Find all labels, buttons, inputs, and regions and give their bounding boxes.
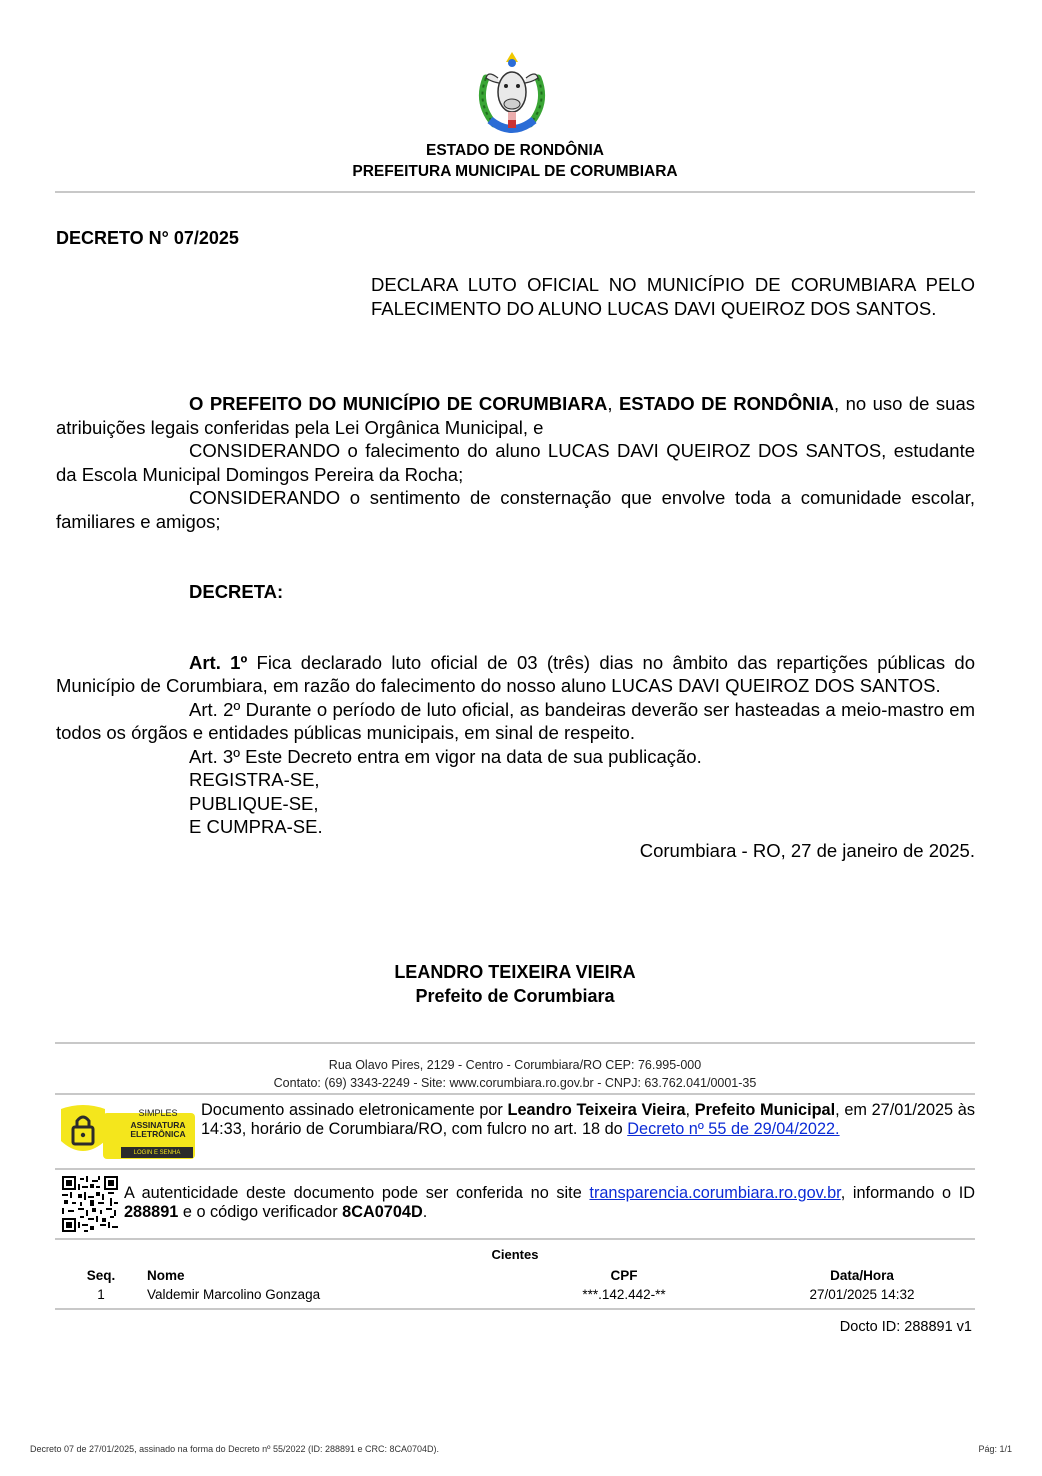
authenticity-statement (124, 1184, 975, 1222)
seal-simples: SIMPLES (138, 1108, 178, 1118)
preamble-text: , no uso de suas atribuições legais conferidas pela Lei Orgânica Municipal, e (56, 393, 975, 438)
considerando-2: CONSIDERANDO o sentimento de consternação que envolve toda a comunidade escolar, familiares e amigos; (56, 487, 975, 532)
state-heading: ESTADO DE RONDÔNIA (426, 142, 604, 159)
table-row (55, 1285, 975, 1304)
contact-line: Contato: (69) 3343-2249 - Site: www.corumbiara.ro.gov.br - CNPJ: 63.762.041/0001-35 (273, 1076, 757, 1090)
cientes-header-row (55, 1266, 975, 1285)
place-date: Corumbiara - RO, 27 de janeiro de 2025. (639, 839, 975, 861)
decree-title: DECRETO N° 07/2025 (56, 228, 239, 248)
auth-text-4: . (422, 1203, 428, 1221)
header-divider (55, 191, 975, 193)
electronic-signature-statement (201, 1101, 975, 1138)
article-1 (56, 651, 975, 698)
preamble-separator: , (607, 393, 619, 414)
auth-divider (55, 1238, 975, 1240)
esign-divider (55, 1168, 975, 1170)
verification-code: 8CA0704D (342, 1203, 423, 1221)
preamble-mayor: O PREFEITO DO MUNICÍPIO DE CORUMBIARA (189, 393, 608, 414)
decree-body (56, 392, 975, 862)
row-seq: 1 (97, 1287, 105, 1302)
seal-eletronica: ELETRÔNICA (130, 1129, 186, 1139)
header-datahora: Data/Hora (830, 1268, 894, 1283)
row-datahora: 27/01/2025 14:32 (809, 1287, 915, 1302)
esign-signer: Leandro Teixeira Vieira (507, 1101, 686, 1119)
closing-cumpra: E CUMPRA-SE. (189, 816, 323, 837)
decree-55-link[interactable]: Decreto nº 55 de 29/04/2022. (627, 1119, 840, 1138)
signatory-name: LEANDRO TEIXEIRA VIEIRA (394, 962, 636, 982)
esign-signer-role: Prefeito Municipal (694, 1101, 836, 1119)
preamble-state: ESTADO DE RONDÔNIA (618, 393, 834, 414)
municipality-heading: PREFEITURA MUNICIPAL DE CORUMBIARA (352, 163, 678, 180)
address-line: Rua Olavo Pires, 2129 - Centro - Corumbiara/RO CEP: 76.995-000 (328, 1058, 702, 1072)
signatory-role: Prefeito de Corumbiara (415, 986, 615, 1006)
cientes-title: Cientes (491, 1247, 539, 1262)
docto-id: Docto ID: 288891 v1 (839, 1319, 972, 1335)
article-2: Art. 2º Durante o período de luto oficial, as bandeiras deverão ser hasteadas a meio-mastro em todos os órgãos e entidades públicas municipais, em sinal de respeito. (56, 698, 975, 743)
seal-login: LOGIN E SENHA (133, 1150, 181, 1156)
cientes-table (55, 1266, 975, 1304)
page-footer-note: Decreto 07 de 27/01/2025, assinado na forma do Decreto nº 55/2022 (ID: 288891 e CRC: 8CA0704D). (30, 1444, 440, 1454)
header-nome: Nome (147, 1268, 185, 1283)
closing-registra: REGISTRA-SE, (189, 769, 320, 790)
decree-ementa: DECLARA LUTO OFICIAL NO MUNICÍPIO DE CORUMBIARA PELO FALECIMENTO DO ALUNO LUCAS DAVI QUEIROZ DOS SANTOS. (371, 274, 975, 319)
closing-publique: PUBLIQUE-SE, (189, 792, 319, 814)
header-seq: Seq. (86, 1268, 116, 1283)
page-number: Pág: 1/1 (978, 1444, 1012, 1454)
electronic-signature-seal (55, 1101, 198, 1163)
article-1-text: Fica declarado luto oficial de 03 (três) dias no âmbito das repartições públicas do Município de Corumbiara, em razão do falecimento do nosso aluno LUCAS DAVI QUEIROZ DOS SANTOS. (56, 651, 975, 696)
address-divider (55, 1093, 975, 1095)
auth-text-2: , informando o ID (840, 1184, 975, 1202)
seal-assinatura: ASSINATURA (130, 1120, 186, 1130)
article-3: Art. 3º Este Decreto entra em vigor na data de sua publicação. (189, 745, 702, 767)
qr-code[interactable] (62, 1176, 118, 1232)
document-id: 288891 (124, 1203, 179, 1221)
row-cpf: ***.142.442-** (582, 1287, 666, 1302)
header-cpf: CPF (610, 1268, 638, 1283)
row-nome: Valdemir Marcolino Gonzaga (147, 1287, 321, 1302)
auth-text-3: e o código verificador (178, 1203, 343, 1221)
municipal-crest (472, 48, 552, 138)
esign-text-1: Documento assinado eletronicamente por (201, 1101, 508, 1119)
considerando-1: CONSIDERANDO o falecimento do aluno LUCAS DAVI QUEIROZ DOS SANTOS, estudante da Escola Municipal Domingos Pereira da Rocha; (56, 440, 975, 485)
article-1-label: Art. 1º (189, 651, 248, 673)
esign-text-3: , em 27/01/2025 às 14:33, horário de Corumbiara/RO, com fulcro no art. 18 do (201, 1101, 975, 1138)
esign-text-2: , (685, 1101, 695, 1119)
auth-text-1: A autenticidade deste documento pode ser conferida no site (124, 1184, 590, 1202)
transparency-portal-link[interactable]: transparencia.corumbiara.ro.gov.br (589, 1184, 841, 1202)
table-divider (55, 1308, 975, 1310)
footer-divider-top (55, 1042, 975, 1044)
decreta-heading: DECRETA: (189, 581, 284, 602)
preamble-paragraph (56, 392, 975, 439)
